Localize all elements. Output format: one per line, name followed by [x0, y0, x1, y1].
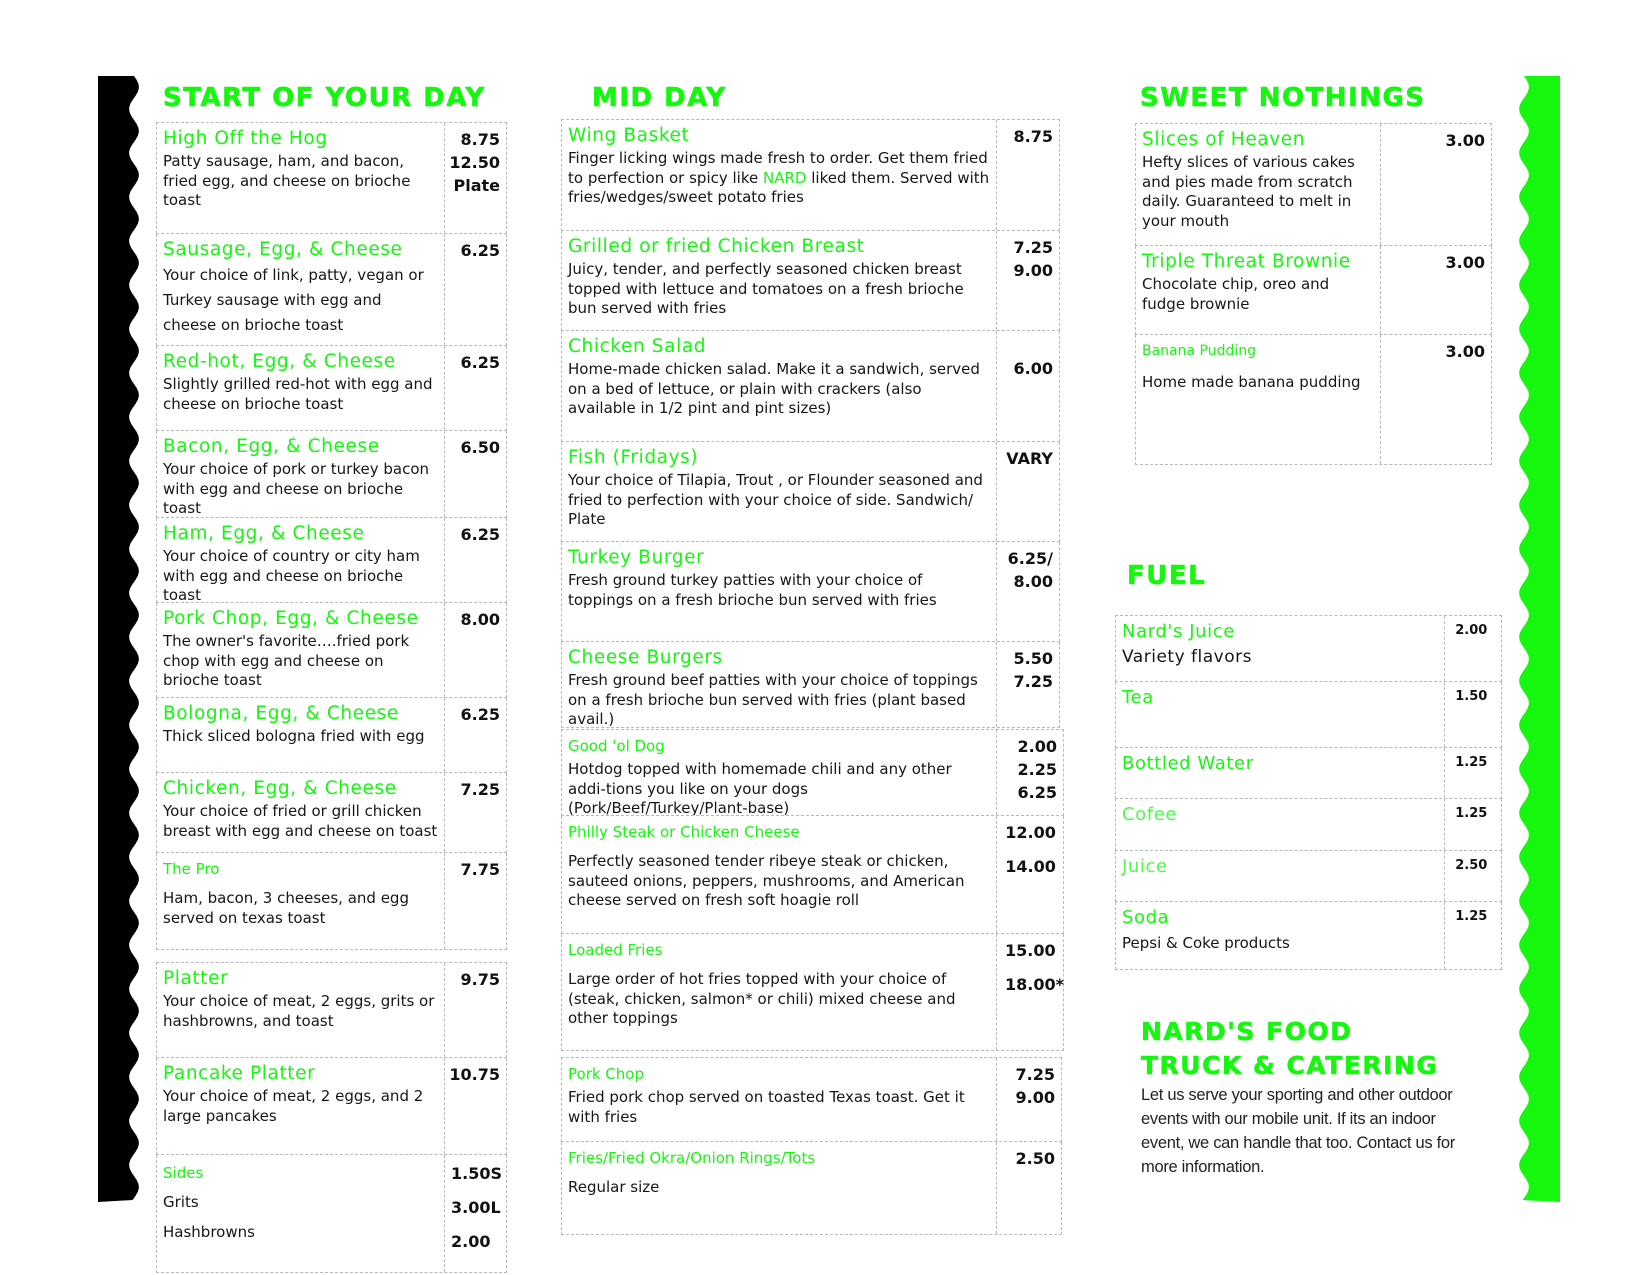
menu-item [156, 773, 507, 853]
midday-menu-2 [561, 729, 1064, 1051]
item-name: Red-hot, Egg, & Cheese [163, 351, 396, 372]
item-price: 6.25 [460, 241, 500, 260]
item-price: 6.25 [1017, 783, 1057, 802]
item-description: Slightly grilled red-hot with egg and cheese on brioche toast [163, 375, 433, 413]
item-description: Regular size [568, 1178, 660, 1196]
menu-item [1115, 682, 1502, 748]
item-name: Fish (Fridays) [568, 447, 699, 468]
item-price: 2.00 [451, 1232, 491, 1251]
item-name: Sides [163, 1164, 204, 1182]
item-name: Loaded Fries [568, 941, 663, 959]
item-price: 3.00 [1445, 253, 1485, 272]
platter-menu [156, 962, 507, 1273]
item-name: Bacon, Egg, & Cheese [163, 436, 380, 457]
catering-title: NARD'S FOOD TRUCK & CATERING [1141, 1017, 1439, 1080]
item-name: Bologna, Egg, & Cheese [163, 703, 399, 724]
menu-item [156, 234, 507, 346]
item-name: Cheese Burgers [568, 647, 723, 668]
item-price: 2.25 [1017, 760, 1057, 779]
item-name: Wing Basket [568, 125, 690, 146]
item-description: Your choice of meat, 2 eggs, grits or hashbrowns, and toast [163, 992, 435, 1030]
menu-item [561, 729, 1064, 816]
item-description: Your choice of pork or turkey bacon with egg and cheese on brioche toast [163, 460, 430, 517]
menu-item [561, 231, 1060, 331]
menu-item [561, 816, 1064, 934]
item-description: Ham, bacon, 3 cheeses, and egg served on texas toast [163, 889, 409, 927]
item-name: Cofee [1122, 804, 1178, 825]
item-description: The owner's favorite….fried pork chop with egg and cheese on brioche toast [163, 632, 410, 689]
menu-item [156, 518, 507, 603]
item-price: 3.00L [451, 1198, 501, 1217]
item-price: 6.25 [460, 525, 500, 544]
item-description: Your choice of fried or grill chicken breast with egg and cheese on toast [163, 802, 438, 840]
item-price: 10.75 [449, 1065, 500, 1084]
item-price: 9.75 [460, 970, 500, 989]
item-price: 15.00 [1005, 941, 1056, 960]
item-name: Juice [1122, 856, 1168, 877]
item-name: Chicken, Egg, & Cheese [163, 778, 397, 799]
item-price: 7.25 [460, 780, 500, 799]
item-name: Chicken Salad [568, 336, 707, 357]
menu-item [561, 331, 1060, 442]
item-price: 6.25 [460, 353, 500, 372]
menu-item [156, 346, 507, 431]
item-description: Perfectly seasoned tender ribeye steak or chicken, sauteed onions, peppers, mushrooms, and American cheese served on fresh soft hoagie roll [568, 852, 965, 909]
item-price: VARY [1006, 449, 1053, 468]
menu-item [561, 442, 1060, 542]
midday-section-title: MID DAY [592, 83, 727, 113]
fuel-section-title: FUEL [1127, 561, 1207, 591]
item-description: Home-made chicken salad. Make it a sandwich, served on a bed of lettuce, or plain with crackers (also available in 1/2 pint and pint sizes) [568, 360, 980, 417]
item-price: 1.50S [451, 1164, 502, 1183]
sweets-menu [1135, 123, 1492, 465]
menu-item [1115, 851, 1502, 902]
menu-item [1115, 902, 1502, 970]
item-price: 14.00 [1005, 857, 1056, 876]
breakfast-section-title: START OF YOUR DAY [163, 83, 486, 113]
item-price: 12.00 [1005, 823, 1056, 842]
item-description: Pepsi & Coke products [1122, 934, 1290, 952]
item-price: 2.50 [1455, 858, 1488, 873]
menu-item [156, 1155, 507, 1273]
item-price: 5.50 [1013, 649, 1053, 668]
item-description: Your choice of Tilapia, Trout , or Flounder seasoned and fried to perfection with your choice of side. Sandwich/ Plate [568, 471, 983, 528]
item-price: Plate [453, 176, 500, 195]
item-name: Slices of Heaven [1142, 129, 1306, 150]
menu-item [156, 122, 507, 234]
item-price: 1.25 [1455, 909, 1488, 924]
menu-item [156, 1058, 507, 1155]
item-name: Ham, Egg, & Cheese [163, 523, 365, 544]
menu-item [156, 853, 507, 950]
item-price: 6.25/ [1007, 549, 1053, 568]
item-price: 7.25 [1013, 238, 1053, 257]
item-description: Thick sliced bologna fried with egg [163, 727, 425, 745]
item-price: 7.25 [1015, 1065, 1055, 1084]
item-name: Tea [1122, 687, 1154, 708]
item-price: 2.00 [1017, 737, 1057, 756]
item-description: Patty sausage, ham, and bacon, fried egg, and cheese on brioche toast [163, 152, 411, 209]
item-name: Platter [163, 968, 229, 989]
item-price: 6.25 [460, 705, 500, 724]
midday-menu [561, 119, 1060, 728]
sweets-section-title: SWEET NOTHINGS [1140, 83, 1426, 113]
item-name: Soda [1122, 907, 1170, 928]
item-price: 8.00 [1013, 572, 1053, 591]
item-description: Hefty slices of various cakes and pies made from scratch daily. Guaranteed to melt in your mouth [1142, 153, 1355, 230]
menu-item [561, 934, 1064, 1051]
item-name: Philly Steak or Chicken Cheese [568, 823, 800, 841]
catering-description: Let us serve your sporting and other outdoor events with our mobile unit. If its an indoor event, we can handle that too. Contact us for more information. [1141, 1086, 1455, 1176]
midday-menu-3 [561, 1057, 1062, 1235]
menu-item [156, 603, 507, 698]
menu-item [561, 542, 1060, 642]
item-price: 12.50 [449, 153, 500, 172]
side-option: Hashbrowns [163, 1223, 255, 1241]
item-description: Home made banana pudding [1142, 373, 1361, 391]
right-green-wave-bar [1500, 0, 1650, 1275]
fuel-menu [1115, 615, 1502, 970]
menu-item [1135, 335, 1492, 465]
item-description: Finger licking wings made fresh to order. Get them fried to perfection or spicy like NARD liked them. Served with fries/wedges/sweet potato fries [568, 149, 990, 206]
item-price: 1.50 [1455, 689, 1488, 704]
item-price: 6.00 [1013, 359, 1053, 378]
item-name: Turkey Burger [568, 547, 705, 568]
item-name: Banana Pudding [1142, 343, 1257, 359]
item-price: 9.00 [1015, 1088, 1055, 1107]
item-name: High Off the Hog [163, 128, 328, 149]
menu-item [561, 119, 1060, 231]
item-price: 2.00 [1455, 623, 1488, 638]
item-price: 8.75 [460, 130, 500, 149]
menu-item [1115, 615, 1502, 682]
menu-item [561, 1057, 1062, 1142]
item-name: The Pro [163, 860, 220, 878]
item-price: 8.75 [1013, 127, 1053, 146]
item-description: Fried pork chop served on toasted Texas toast. Get it with fries [568, 1088, 965, 1126]
item-description: Your choice of meat, 2 eggs, and 2 large pancakes [163, 1087, 424, 1125]
item-name: Grilled or fried Chicken Breast [568, 236, 865, 257]
item-price: 9.00 [1013, 261, 1053, 280]
item-price: 1.25 [1455, 806, 1488, 821]
item-description: Large order of hot fries topped with your choice of (steak, chicken, salmon* or chili) mixed cheese and other toppings [568, 970, 956, 1027]
menu-item [156, 431, 507, 518]
menu-item [1135, 246, 1492, 335]
item-price: 7.25 [1013, 672, 1053, 691]
item-description: Fresh ground turkey patties with your choice of toppings on a fresh brioche bun served with fries [568, 571, 937, 609]
item-price: 1.25 [1455, 755, 1488, 770]
item-name: Triple Threat Brownie [1142, 251, 1351, 272]
left-black-wave-bar [0, 0, 140, 1275]
menu-item [561, 642, 1060, 728]
item-price: 2.50 [1015, 1149, 1055, 1168]
item-name: Nard's Juice [1122, 621, 1235, 642]
item-name: Fries/Fried Okra/Onion Rings/Tots [568, 1149, 816, 1167]
item-name: Pork Chop, Egg, & Cheese [163, 608, 419, 629]
item-name: Good 'ol Dog [568, 737, 665, 755]
item-description: Hotdog topped with homemade chili and any other addi-tions you like on your dogs (Pork/Beef/Turkey/Plant-base) [568, 760, 952, 815]
item-description: Your choice of link, patty, vegan or Turkey sausage with egg and cheese on brioche toast [163, 266, 424, 334]
item-price: 8.00 [460, 610, 500, 629]
item-description: Chocolate chip, oreo and fudge brownie [1142, 275, 1330, 313]
item-description: Juicy, tender, and perfectly seasoned chicken breast topped with lettuce and tomatoes on a fresh brioche bun served with fries [568, 260, 964, 317]
item-description: Variety flavors [1122, 647, 1252, 667]
side-option: Grits [163, 1193, 199, 1211]
breakfast-menu [156, 122, 507, 950]
item-name: Pancake Platter [163, 1063, 316, 1084]
item-price: 6.50 [460, 438, 500, 457]
item-description: Your choice of country or city ham with egg and cheese on brioche toast [163, 547, 420, 602]
item-name: Sausage, Egg, & Cheese [163, 239, 403, 260]
item-name: Pork Chop [568, 1065, 644, 1083]
item-price: 18.00* [1005, 975, 1064, 994]
menu-item [1135, 123, 1492, 246]
item-price: 3.00 [1445, 131, 1485, 150]
item-name: Bottled Water [1122, 753, 1254, 774]
menu-item [156, 962, 507, 1058]
item-price: 7.75 [460, 860, 500, 879]
item-price: 3.00 [1445, 342, 1485, 361]
menu-item [1115, 748, 1502, 799]
menu-item [561, 1142, 1062, 1235]
item-description: Fresh ground beef patties with your choice of toppings on a fresh brioche bun served with fries (plant based avail.) [568, 671, 978, 727]
menu-item [1115, 799, 1502, 851]
menu-item [156, 698, 507, 773]
